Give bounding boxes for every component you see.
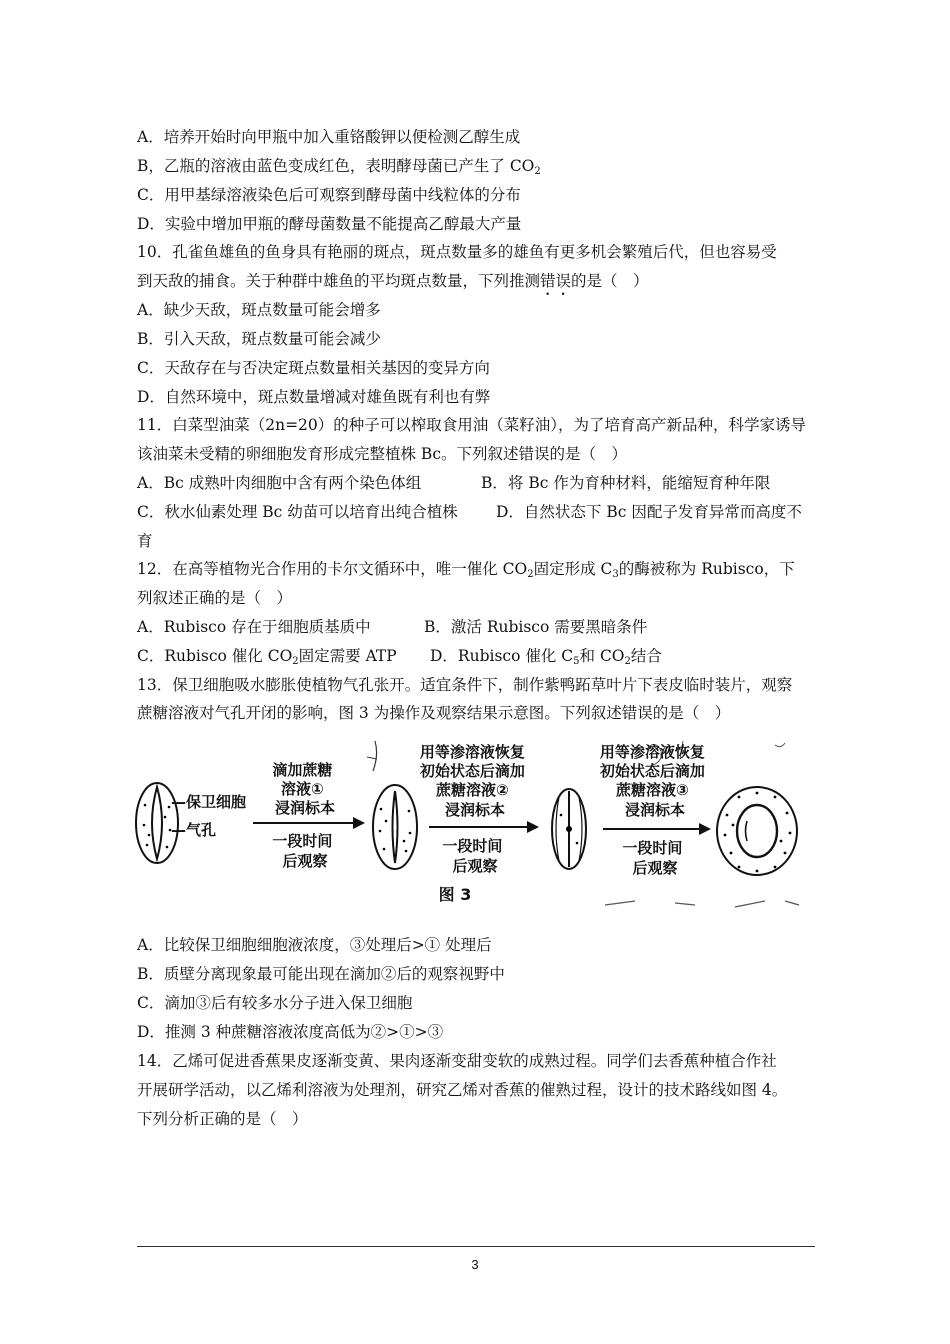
stoma-after-solution-2 [552, 789, 586, 869]
footer-divider [137, 1246, 815, 1247]
step1-bottom-text: 一段时间 后观察 [272, 832, 333, 870]
q12-d-post: 结合 [630, 647, 662, 665]
q12-option-d [430, 646, 662, 666]
q14-stem-line1: 14．乙烯可促进香蕉果皮逐渐变黄、果肉逐渐变甜变软的成熟过程。同学们去香蕉种植合作社 [137, 1052, 777, 1070]
q12-stem-line2: 列叙述正确的是（ ） [137, 589, 293, 607]
q11-stem-line2: 该油菜未受精的卵细胞发育形成完整植株 Bc。下列叙述错误的是（ ） [137, 445, 628, 463]
arrow-step-3 [603, 823, 711, 835]
figure-3-diagram [135, 735, 815, 913]
q10-option-d: D．自然环境中，斑点数量增减对雄鱼既有利也有弊 [137, 388, 491, 406]
q10-emphasis: 错误 [540, 272, 572, 290]
label-guard-cell: —保卫细胞 [171, 793, 247, 811]
q12-option-c [137, 646, 397, 666]
q10-option-c: C．天敌存在与否决定斑点数量相关基因的变异方向 [137, 359, 490, 377]
step2-bottom-text: 一段时间 后观察 [442, 837, 503, 875]
q10-stem-line1: 10．孔雀鱼雄鱼的鱼身具有艳丽的斑点，斑点数量多的雄鱼有更多机会繁殖后代，但也容易受 [137, 243, 777, 261]
q10-option-a: A．缺少天敌，斑点数量可能会增多 [137, 301, 381, 319]
q12-d-mid: 和 CO [579, 647, 625, 665]
q11-option-b: B．将 Bc 作为育种材料，能缩短育种年限 [481, 474, 771, 492]
q9-option-a: A．培养开始时向甲瓶中加入重铬酸钾以便检测乙醇生成 [137, 128, 521, 146]
q13-option-d: D．推测 3 种蔗糖溶液浓度高低为②>①>③ [137, 1023, 444, 1041]
q11-option-a: A．Bc 成熟叶肉细胞中含有两个染色体组 [137, 474, 422, 492]
q12-c-pre: C．Rubisco 催化 CO [137, 647, 293, 665]
q9-option-b [137, 156, 541, 176]
q12-s1-sub2: 3 [612, 569, 619, 580]
q13-stem-line2: 蔗糖溶液对气孔开闭的影响，图 3 为操作及观察结果示意图。下列叙述错误的是（ ） [137, 704, 731, 722]
q12-option-b: B．激活 Rubisco 需要黑暗条件 [424, 618, 648, 636]
step2-top-text: 用等渗溶液恢复 初始状态后滴加 蔗糖溶液② 浸润标本 [419, 743, 525, 819]
stoma-after-solution-1 [373, 785, 417, 869]
q14-stem-line2: 开展研学活动，以乙烯利溶液为处理剂，研究乙烯对香蕉的催熟过程，设计的技术路线如图 4。 [137, 1081, 788, 1099]
q12-d-pre: D．Rubisco 催化 C [430, 647, 574, 665]
q11-option-c: C．秋水仙素处理 Bc 幼苗可以培育出纯合植株 [137, 503, 458, 521]
q9-b-sub: 2 [534, 166, 541, 177]
q9-option-d: D．实验中增加甲瓶的酵母菌数量不能提高乙醇最大产量 [137, 215, 522, 233]
q10-stem-end: 的是（ ） [571, 272, 649, 290]
figure-caption: 图 3 [438, 885, 472, 904]
label-stomatal-pore: —气孔 [171, 821, 217, 839]
page-number: 3 [471, 1257, 479, 1272]
step3-top-text: 用等渗溶液恢复 初始状态后滴加 蔗糖溶液③ 浸润标本 [599, 743, 705, 819]
step3-bottom-text: 一段时间 后观察 [622, 839, 683, 877]
q12-s1c: 的酶被称为 Rubisco，下 [618, 560, 795, 578]
q11-option-d: D．自然状态下 Bc 因配子发育异常而高度不 [496, 503, 802, 521]
q9-option-c: C．用甲基绿溶液染色后可观察到酵母菌中线粒体的分布 [137, 186, 521, 204]
q10-option-b: B．引入天敌，斑点数量可能会减少 [137, 330, 381, 348]
q13-option-b: B．质壁分离现象最可能出现在滴加②后的观察视野中 [137, 965, 505, 983]
q12-option-a: A．Rubisco 存在于细胞质基质中 [137, 618, 371, 636]
step1-top-text: 滴加蔗糖 溶液① 浸润标本 [272, 761, 336, 817]
q12-d-sub2: 2 [624, 656, 631, 667]
q13-stem-line1: 13．保卫细胞吸水膨胀使植物气孔张开。适宜条件下，制作紫鸭跖草叶片下表皮临时装片，观察 [137, 676, 793, 694]
q12-s1a: 12．在高等植物光合作用的卡尔文循环中，唯一催化 CO [137, 560, 528, 578]
q12-c-sub: 2 [292, 656, 299, 667]
q10-stem-text: 到天敌的捕食。关于种群中雄鱼的平均斑点数量，下列推测 [137, 272, 541, 290]
arrow-step-1 [253, 817, 365, 829]
q12-s1b: 固定形成 C [533, 560, 613, 578]
arrow-step-2 [429, 821, 539, 833]
q13-option-c: C．滴加③后有较多水分子进入保卫细胞 [137, 994, 413, 1012]
q9-b-text: B，乙瓶的溶液由蓝色变成红色，表明酵母菌已产生了 CO [137, 157, 535, 175]
q11-stem-line1: 11．白菜型油菜（2n=20）的种子可以榨取食用油（菜籽油），为了培育高产新品种，科学家诱导 [137, 416, 807, 434]
q12-stem-line1 [137, 559, 795, 579]
q12-s1-sub1: 2 [527, 569, 534, 580]
q12-d-sub1: 5 [573, 656, 580, 667]
q13-option-a: A．比较保卫细胞细胞液浓度，③处理后>① 处理后 [137, 936, 492, 954]
q14-stem-line3: 下列分析正确的是（ ） [137, 1110, 308, 1128]
q10-stem-line2 [137, 271, 649, 299]
q11-option-d-cont: 育 [137, 532, 153, 550]
stoma-after-solution-3 [717, 787, 797, 875]
q12-c-post: 固定需要 ATP [298, 647, 397, 665]
